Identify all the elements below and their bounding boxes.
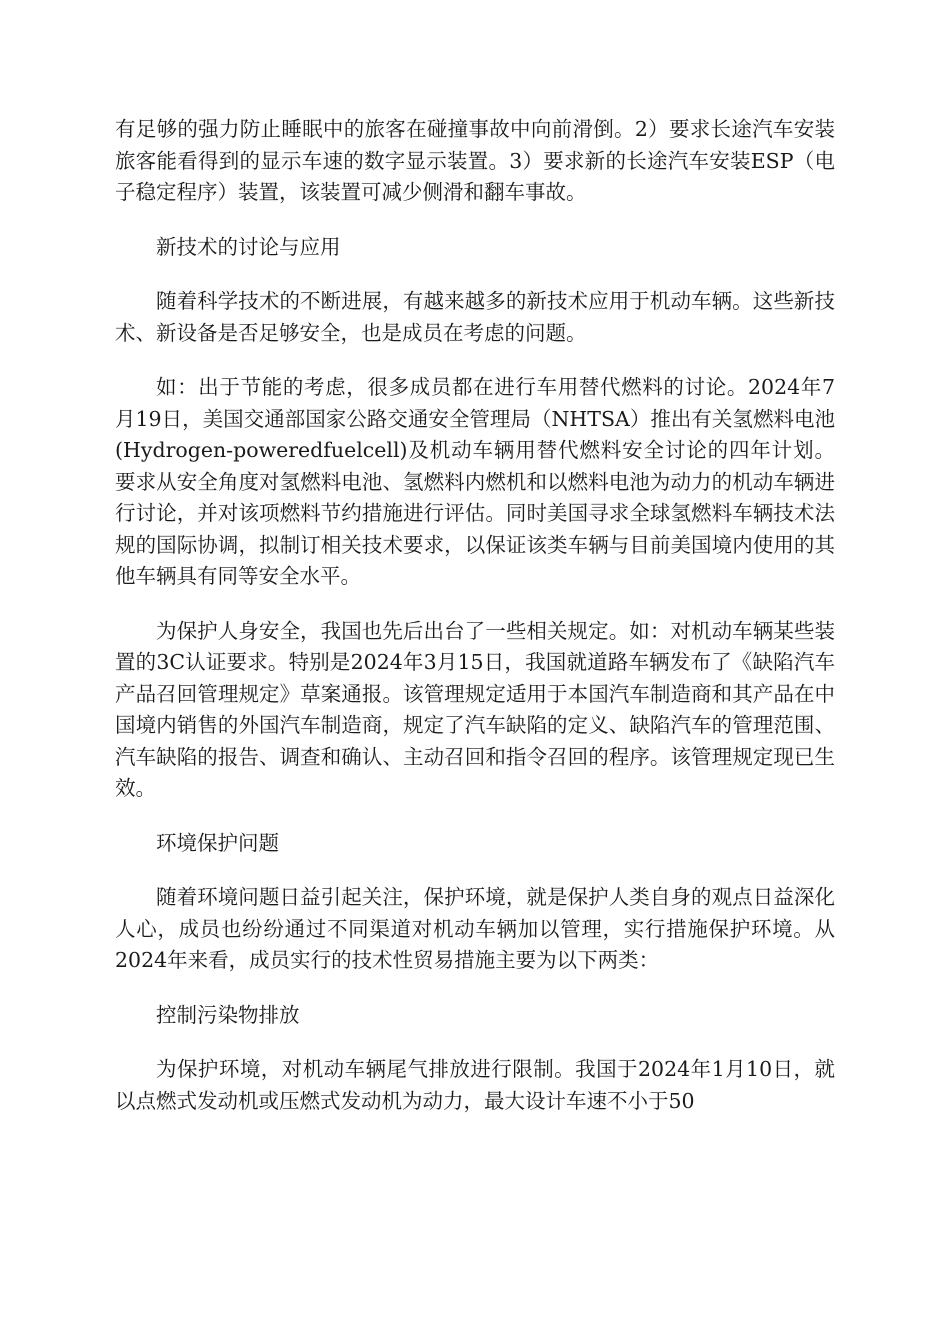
document-page — [115, 114, 835, 1140]
section-heading-new-technology: 新技术的讨论与应用 — [156, 234, 341, 259]
section-heading-emission-control: 控制污染物排放 — [156, 1002, 300, 1027]
paragraph: 如：出于节能的考虑，很多成员都在进行车用替代燃料的讨论。2024年7月19日，美国交通部国家公路交通安全管理局（NHTSA）推出有关氢燃料电池(Hydrogen-poweredfuelcell)及机动车辆用替代燃料安全讨论的四年计划。要求从安全角度对氢燃料电池、氢燃料内燃机和以燃料电池为动力的机动车辆进行讨论，并对该项燃料节约措施进行评估。同时美国寻求全球氢燃料车辆技术法规的国际协调，拟制订相关技术要求，以保证该类车辆与目前美国境内使用的其他车辆具有同等安全水平。 — [115, 375, 835, 588]
paragraph: 随着环境问题日益引起关注，保护环境，就是保护人类自身的观点日益深化人心，成员也纷纷通过不同渠道对机动车辆加以管理，实行措施保护环境。从2024年来看，成员实行的技术性贸易措施主要为以下两类： — [115, 885, 835, 972]
paragraph: 为保护人身安全，我国也先后出台了一些相关规定。如：对机动车辆某些装置的3C认证要求。特别是2024年3月15日，我国就道路车辆发布了《缺陷汽车产品召回管理规定》草案通报。该管理规定适用于本国汽车制造商和其产品在中国境内销售的外国汽车制造商，规定了汽车缺陷的定义、缺陷汽车的管理范围、汽车缺陷的报告、调查和确认、主动召回和指令召回的程序。该管理规定现已生效。 — [115, 618, 835, 800]
paragraph-continued: 有足够的强力防止睡眠中的旅客在碰撞事故中向前滑倒。2）要求长途汽车安装旅客能看得到的显示车速的数字显示装置。3）要求新的长途汽车安装ESP（电子稳定程序）装置，该装置可减少侧滑和翻车事故。 — [115, 117, 835, 204]
section-heading-environment: 环境保护问题 — [156, 830, 279, 855]
paragraph: 为保护环境，对机动车辆尾气排放进行限制。我国于2024年1月10日，就以点燃式发动机或压燃式发动机为动力，最大设计车速不小于50 — [115, 1057, 835, 1113]
paragraph: 随着科学技术的不断进展，有越来越多的新技术应用于机动车辆。这些新技术、新设备是否足够安全，也是成员在考虑的问题。 — [115, 289, 835, 345]
